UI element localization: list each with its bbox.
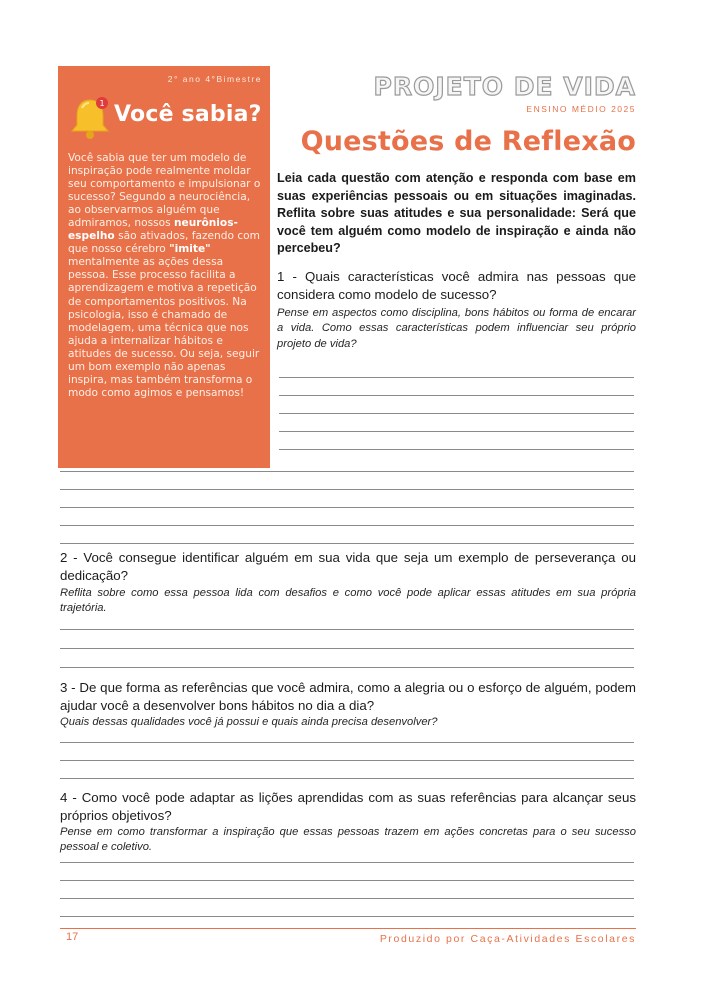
- question-1: 1 - Quais características você admira nas pessoas que considera como modelo de sucesso?: [277, 269, 636, 302]
- footer-credit: Produzido por Caça-Atividades Escolares: [379, 933, 636, 945]
- bell-icon: [68, 94, 112, 140]
- answer-line[interactable]: [60, 916, 634, 917]
- footer-rule: [60, 928, 636, 929]
- question-4: 4 - Como você pode adaptar as lições aprendidas com as suas referências para alcançar seus próprios objetivos?: [60, 790, 636, 823]
- question-2-hint: Reflita sobre como essa pessoa lida com desafios e como você pode aplicar essas atitudes em sua própria trajetória.: [60, 587, 636, 615]
- answer-line[interactable]: [60, 525, 634, 526]
- page-title: Questões de Reflexão: [300, 126, 636, 157]
- did-you-know-title: Você sabia?: [114, 102, 262, 127]
- bell-badge: 1: [99, 99, 105, 108]
- answer-line[interactable]: [60, 543, 634, 544]
- grade-label: 2° ano 4°Bimestre: [167, 74, 262, 84]
- page-number: 17: [66, 931, 79, 943]
- level-label: ENSINO MÉDIO 2025: [526, 104, 636, 114]
- question-4-hint: Pense em como transformar a inspiração que essas pessoas trazem em ações concretas para o seu sucesso pessoal e coletivo.: [60, 826, 636, 854]
- question-2: 2 - Você consegue identificar alguém em sua vida que seja um exemplo de perseverança ou dedicação?: [60, 550, 636, 583]
- answer-line[interactable]: [60, 742, 634, 743]
- answer-line[interactable]: [60, 880, 634, 881]
- answer-line[interactable]: [60, 471, 634, 472]
- answer-line[interactable]: [60, 648, 634, 649]
- answer-line[interactable]: [60, 489, 634, 490]
- answer-line[interactable]: [60, 667, 634, 668]
- did-you-know-text: Você sabia que ter um modelo de inspiração pode realmente moldar seu comportamento e impulsionar o sucesso? Segundo a neurociência, ao observarmos alguém que admiramos, nossos neurônios-espelho são ativados, fazendo com que nosso cérebro "imite" mentalmente as ações dessa pessoa. Esse processo facilita a aprendizagem e motiva a repetição de comportamentos positivos. Na psicologia, isso é chamado de modelagem, uma técnica que nos ajuda a internalizar hábitos e atitudes de sucesso. Ou seja, seguir um bom exemplo não apenas inspira, mas também transforma o modo como agimos e pensamos!: [68, 152, 261, 399]
- answer-line[interactable]: [279, 395, 634, 396]
- question-1-hint: Pense em aspectos como disciplina, bons hábitos ou forma de encarar a vida. Como essas características podem influenciar seu próprio projeto de vida?: [277, 307, 636, 350]
- answer-line[interactable]: [60, 507, 634, 508]
- instructions: Leia cada questão com atenção e responda com base em suas experiências pessoais ou em situações imaginadas. Reflita sobre suas atitudes e sua personalidade: Será que você tem alguém como modelo de inspiração e ainda não percebeu?: [277, 171, 636, 255]
- answer-line[interactable]: [279, 449, 634, 450]
- bold-term: "imite": [169, 243, 211, 256]
- question-3-hint: Quais dessas qualidades você já possui e quais ainda precisa desenvolver?: [60, 716, 438, 728]
- answer-line[interactable]: [279, 377, 634, 378]
- answer-line[interactable]: [60, 898, 634, 899]
- answer-line[interactable]: [60, 760, 634, 761]
- answer-line[interactable]: [279, 413, 634, 414]
- did-you-know-box: [58, 66, 270, 468]
- answer-line[interactable]: [60, 862, 634, 863]
- answer-line[interactable]: [279, 431, 634, 432]
- project-title: PROJETO DE VIDA: [373, 72, 636, 101]
- bold-term: neurônios-espelho: [68, 217, 238, 243]
- answer-line[interactable]: [60, 629, 634, 630]
- question-3: 3 - De que forma as referências que você admira, como a alegria ou o esforço de alguém, podem ajudar você a desenvolver bons hábitos no dia a dia?: [60, 680, 636, 713]
- answer-line[interactable]: [60, 778, 634, 779]
